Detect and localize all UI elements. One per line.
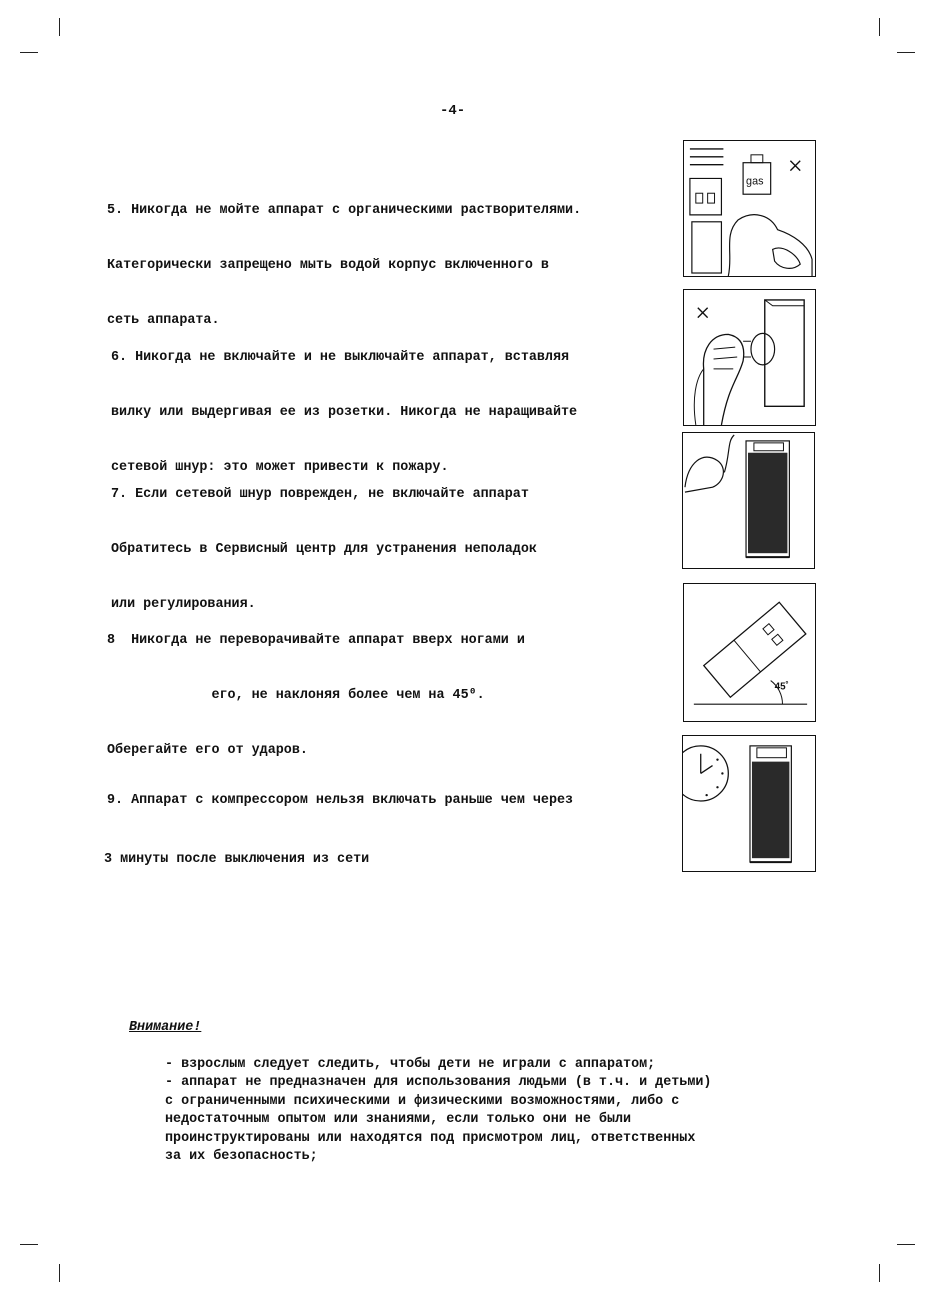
warning-line: за их безопасность; <box>165 1149 318 1165</box>
plug-in-socket-illustration <box>683 289 816 426</box>
warning-line: с ограниченными психическими и физическими возможностями, либо с <box>165 1093 680 1109</box>
warning-body <box>165 1056 711 1166</box>
crop-mark <box>897 1244 915 1245</box>
angle-label: 45˚ <box>774 681 789 693</box>
text-line: 8 Никогда не переворачивайте аппарат вверх ногами и <box>107 632 525 648</box>
crop-mark <box>20 52 38 53</box>
crop-mark <box>20 1244 38 1245</box>
text-line: 9. Аппарат с компрессором нельзя включать раньше чем через <box>107 792 574 808</box>
text-line: или регулирования. <box>111 597 256 613</box>
text-line: Категорически запрещено мыть водой корпус включенного в <box>107 258 549 274</box>
text-line: сеть аппарата. <box>107 313 220 329</box>
text-line: его, не наклоняя более чем на 45⁰. <box>107 688 485 704</box>
text-line: 5. Никогда не мойте аппарат с органическими растворителями. <box>107 202 582 218</box>
clock-wait-illustration <box>682 735 816 872</box>
crop-mark <box>59 18 60 36</box>
text-line: 7. Если сетевой шнур поврежден, не включайте аппарат <box>111 486 529 502</box>
crop-mark <box>59 1264 60 1282</box>
warning-line: - взрослым следует следить, чтобы дети не играли с аппаратом; <box>165 1057 656 1072</box>
damaged-cord-illustration <box>682 432 815 569</box>
warning-line: проинструктированы или находятся под присмотром лиц, ответственных <box>165 1130 696 1146</box>
crop-mark <box>879 18 880 36</box>
text-line: 3 минуты после выключения из сети <box>104 852 370 868</box>
warning-line: недостаточным опытом или знаниями, если только они не были <box>165 1112 632 1128</box>
page-number: -4- <box>440 103 466 119</box>
text-line: вилку или выдергивая ее из розетки. Никогда не наращивайте <box>111 405 578 421</box>
gas-label: gas <box>746 175 764 188</box>
safety-item-8 <box>107 595 525 779</box>
safety-item-9 <box>104 755 573 888</box>
crop-mark <box>879 1264 880 1282</box>
text-line: Оберегайте его от ударов. <box>107 743 308 759</box>
tilt-45-degrees-illustration <box>683 583 816 722</box>
warning-line: - аппарат не предназначен для использования людьми (в т.ч. и детьми) <box>165 1075 712 1091</box>
warning-title: Внимание! <box>129 1020 202 1035</box>
no-washing-with-solvents-illustration <box>683 140 816 277</box>
text-line: 6. Никогда не включайте и не выключайте аппарат, вставляя <box>111 349 570 365</box>
crop-mark <box>897 52 915 53</box>
text-line: Обратитесь в Сервисный центр для устранения неполадок <box>111 542 537 558</box>
text-line: сетевой шнур: это может привести к пожару. <box>111 460 449 476</box>
